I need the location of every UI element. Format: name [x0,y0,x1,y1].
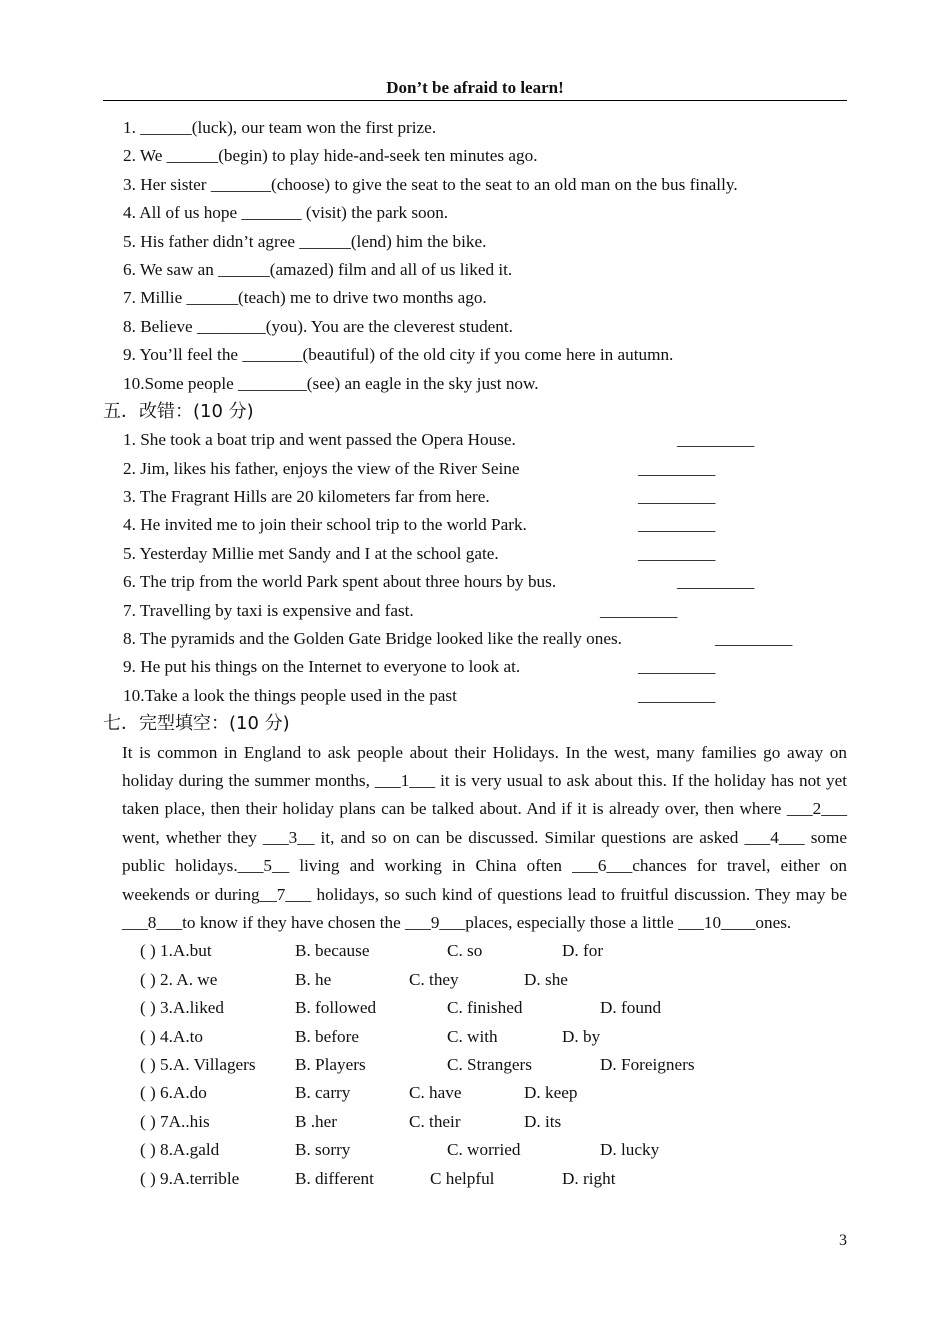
option-question: ( ) 9.A.terrible [140,1168,240,1188]
error-item-text: 6. The trip from the world Park spent about three hours by bus. [123,572,557,592]
error-item-9 [103,653,847,681]
error-item-10 [103,682,847,710]
option-row-5 [140,1051,847,1079]
option-c: C. finished [447,998,523,1018]
error-item-text: 4. He invited me to join their school trip to the world Park. [123,515,527,535]
error-item-8 [103,625,847,653]
option-row-9 [140,1165,847,1193]
fill-in-item-9: 9. You’ll feel the _______(beautiful) of the old city if you come here in autumn. [123,345,674,365]
error-item-1 [103,426,847,454]
answer-blank: _________ [600,600,678,620]
fill-in-item-7: 7. Millie ______(teach) me to drive two months ago. [123,288,487,308]
option-row-4 [140,1023,847,1051]
error-item-3 [103,483,847,511]
option-c: C helpful [430,1168,495,1188]
option-question: ( ) 1.A.but [140,941,212,961]
option-question: ( ) 8.A.gald [140,1140,220,1160]
error-item-5 [103,540,847,568]
option-d: D. keep [524,1083,578,1103]
option-d: D. Foreigners [600,1055,695,1074]
error-item-6 [103,568,847,596]
fill-in-item-2: 2. We ______(begin) to play hide-and-seek ten minutes ago. [123,146,538,166]
fill-in-item-10: 10.Some people ________(see) an eagle in the sky just now. [123,373,539,393]
error-correction-list [103,426,847,710]
option-question: ( ) 7A..his [140,1111,210,1131]
option-c: C. worried [447,1140,521,1160]
answer-blank: _________ [638,487,716,507]
option-d: D. found [600,998,662,1018]
option-d: D. right [562,1168,616,1188]
option-c: C. their [409,1111,461,1131]
fill-in-item-3: 3. Her sister _______(choose) to give the seat to the seat to an old man on the bus finally. [123,174,738,194]
option-row-3 [140,994,847,1022]
fill-in-item-6: 6. We saw an ______(amazed) film and all of us liked it. [123,259,513,279]
answer-blank: _________ [638,458,716,478]
error-item-2 [103,455,847,483]
option-d: D. its [524,1111,562,1131]
fill-in-item-1: 1. ______(luck), our team won the first prize. [123,118,437,137]
answer-blank: _________ [677,430,755,450]
option-row-6 [140,1079,847,1107]
answer-blank: _________ [638,685,716,705]
option-question: ( ) 2. A. we [140,969,218,989]
answer-blank: _________ [638,657,716,677]
answer-blank: _________ [638,543,716,563]
option-b: B. before [295,1026,359,1046]
option-row-7 [140,1108,847,1136]
section-7-title: 七．完型填空：(10 分) [103,713,290,735]
option-b: B. different [295,1168,374,1188]
option-d: D. for [562,941,604,961]
option-b: B. carry [295,1083,351,1103]
option-c: C. they [409,969,459,989]
answer-blank: _________ [715,629,793,649]
header-divider [103,100,847,101]
option-b: B. Players [295,1055,366,1074]
error-item-text: 7. Travelling by taxi is expensive and fast. [123,600,414,620]
option-row-8 [140,1136,847,1164]
error-item-text: 2. Jim, likes his father, enjoys the view of the River Seine [123,458,520,478]
option-b: B. he [295,969,332,989]
document-body [103,114,847,1193]
option-b: B. followed [295,998,377,1018]
error-item-text: 8. The pyramids and the Golden Gate Bridge looked like the really ones. [123,629,622,649]
section-5-title: 五．改错：(10 分) [103,400,254,422]
cloze-options-list [103,937,847,1193]
error-item-text: 3. The Fragrant Hills are 20 kilometers far from here. [123,487,490,507]
option-b: B. sorry [295,1140,351,1160]
error-item-text: 9. He put his things on the Internet to everyone to look at. [123,657,521,677]
option-question: ( ) 6.A.do [140,1083,207,1103]
fill-in-item-4: 4. All of us hope _______ (visit) the park soon. [123,203,449,223]
error-item-4 [103,511,847,539]
error-item-text: 10.Take a look the things people used in the past [123,685,457,705]
option-question: ( ) 4.A.to [140,1026,204,1046]
answer-blank: _________ [638,515,716,535]
error-item-text: 5. Yesterday Millie met Sandy and I at the school gate. [123,543,499,563]
option-question: ( ) 3.A.liked [140,998,225,1018]
option-question: ( ) 5.A. Villagers [140,1055,256,1074]
option-row-1 [140,937,847,965]
option-d: D. by [562,1026,601,1046]
cloze-passage: It is common in England to ask people about their Holidays. In the west, many families go away on holiday during the summer months, ___1___ it is very usual to ask about this. If the holiday has not yet taken place, then their holiday plans can be talked about. And if it is already over, then where ___2___ went, whether they ___3__ it, and so on can be discussed. Similar questions are asked ___4___ some public holidays.___5__ living and working in China often ___6___chances for travel, either on weekends or during__7___ holidays, so such kind of questions lead to fruitful discussion. They may be ___8___to know if they have chosen the ___9___places, especially those a little ___10____ones. [122,742,847,933]
option-c: C. Strangers [447,1055,532,1074]
option-b: B .her [295,1111,338,1131]
page-number: 3 [839,1232,847,1249]
fill-in-list [103,114,847,398]
error-item-text: 1. She took a boat trip and went passed the Opera House. [123,430,516,450]
option-d: D. lucky [600,1140,660,1160]
option-c: C. so [447,941,483,961]
option-c: C. with [447,1026,498,1046]
answer-blank: _________ [677,572,755,592]
option-row-2 [140,966,847,994]
fill-in-item-8: 8. Believe ________(you). You are the cleverest student. [123,316,513,336]
option-d: D. she [524,969,568,989]
option-c: C. have [409,1083,462,1103]
fill-in-item-5: 5. His father didn’t agree ______(lend) him the bike. [123,231,487,251]
page-header-title: Don’t be afraid to learn! [386,78,564,97]
option-b: B. because [295,941,370,961]
error-item-7 [103,597,847,625]
